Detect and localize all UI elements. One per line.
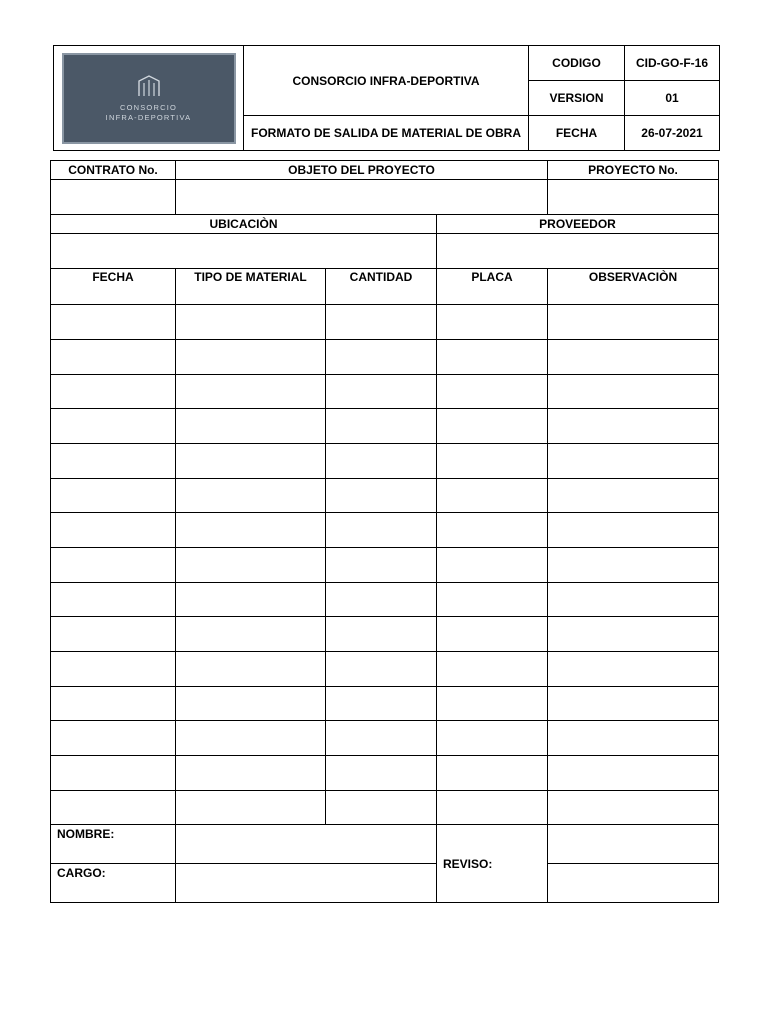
table-row	[51, 687, 719, 721]
cell-fecha[interactable]	[51, 548, 176, 583]
objeto-field[interactable]	[176, 180, 548, 215]
version-label: VERSION	[529, 81, 625, 116]
reviso-cargo-field[interactable]	[548, 864, 719, 903]
cell-observacion[interactable]	[548, 444, 719, 479]
proyecto-label: PROYECTO No.	[548, 161, 719, 180]
table-row	[51, 652, 719, 687]
cell-tipo-material[interactable]	[176, 479, 326, 513]
cell-cantidad[interactable]	[326, 721, 437, 756]
cell-cantidad[interactable]	[326, 513, 437, 548]
cell-fecha[interactable]	[51, 513, 176, 548]
ubicacion-field[interactable]	[51, 234, 437, 269]
table-row	[51, 479, 719, 513]
document-header	[53, 45, 720, 151]
table-row	[51, 756, 719, 791]
cell-placa[interactable]	[437, 409, 548, 444]
cell-tipo-material[interactable]	[176, 652, 326, 687]
cell-fecha[interactable]	[51, 617, 176, 652]
cell-cantidad[interactable]	[326, 687, 437, 721]
cell-tipo-material[interactable]	[176, 721, 326, 756]
logo-text-line1: CONSORCIO	[119, 102, 178, 112]
table-row	[51, 409, 719, 444]
cell-fecha[interactable]	[51, 340, 176, 375]
cell-cantidad[interactable]	[326, 444, 437, 479]
column-header-observacion: OBSERVACIÒN	[548, 269, 719, 305]
material-exit-form	[50, 160, 719, 903]
cell-observacion[interactable]	[548, 687, 719, 721]
cell-placa[interactable]	[437, 721, 548, 756]
codigo-value: CID-GO-F-16	[625, 46, 720, 81]
table-row	[51, 583, 719, 617]
cell-fecha[interactable]	[51, 687, 176, 721]
cargo-field[interactable]	[176, 864, 437, 903]
cell-cantidad[interactable]	[326, 479, 437, 513]
contrato-label: CONTRATO No.	[51, 161, 176, 180]
cell-cantidad[interactable]	[326, 583, 437, 617]
logo-text-line2: INFRA-DEPORTIVA	[105, 112, 192, 122]
cell-fecha[interactable]	[51, 583, 176, 617]
cell-cantidad[interactable]	[326, 756, 437, 791]
cell-observacion[interactable]	[548, 305, 719, 340]
cell-placa[interactable]	[437, 340, 548, 375]
cell-cantidad[interactable]	[326, 548, 437, 583]
cell-placa[interactable]	[437, 375, 548, 409]
cell-observacion[interactable]	[548, 513, 719, 548]
table-row	[51, 513, 719, 548]
cell-observacion[interactable]	[548, 791, 719, 825]
table-row	[51, 721, 719, 756]
fecha-value: 26-07-2021	[625, 116, 720, 151]
cell-placa[interactable]	[437, 444, 548, 479]
contrato-field[interactable]	[51, 180, 176, 215]
cell-cantidad[interactable]	[326, 652, 437, 687]
cell-placa[interactable]	[437, 513, 548, 548]
cell-tipo-material[interactable]	[176, 617, 326, 652]
column-header-fecha: FECHA	[51, 269, 176, 305]
cell-placa[interactable]	[437, 583, 548, 617]
reviso-label: REVISO:	[437, 825, 548, 903]
cell-fecha[interactable]	[51, 444, 176, 479]
cell-placa[interactable]	[437, 479, 548, 513]
building-icon	[136, 75, 162, 97]
cell-cantidad[interactable]	[326, 791, 437, 825]
cell-placa[interactable]	[437, 548, 548, 583]
reviso-field[interactable]	[548, 825, 719, 864]
cell-placa[interactable]	[437, 652, 548, 687]
logo-cell	[54, 46, 244, 151]
company-name: CONSORCIO INFRA-DEPORTIVA	[244, 46, 529, 116]
cell-observacion[interactable]	[548, 409, 719, 444]
cell-observacion[interactable]	[548, 721, 719, 756]
cell-placa[interactable]	[437, 791, 548, 825]
cell-observacion[interactable]	[548, 617, 719, 652]
cell-tipo-material[interactable]	[176, 444, 326, 479]
column-header-row	[51, 269, 719, 305]
cell-placa[interactable]	[437, 687, 548, 721]
proyecto-field[interactable]	[548, 180, 719, 215]
table-row	[51, 444, 719, 479]
nombre-field[interactable]	[176, 825, 437, 864]
version-value: 01	[625, 81, 720, 116]
cell-observacion[interactable]	[548, 548, 719, 583]
material-rows	[51, 305, 719, 825]
cell-cantidad[interactable]	[326, 305, 437, 340]
cell-tipo-material[interactable]	[176, 375, 326, 409]
proveedor-field[interactable]	[437, 234, 719, 269]
cell-fecha[interactable]	[51, 756, 176, 791]
fecha-label: FECHA	[529, 116, 625, 151]
objeto-label: OBJETO DEL PROYECTO	[176, 161, 548, 180]
cell-placa[interactable]	[437, 305, 548, 340]
cell-tipo-material[interactable]	[176, 305, 326, 340]
column-header-cantidad: CANTIDAD	[326, 269, 437, 305]
table-row	[51, 305, 719, 340]
cell-fecha[interactable]	[51, 479, 176, 513]
cell-cantidad[interactable]	[326, 375, 437, 409]
cell-tipo-material[interactable]	[176, 409, 326, 444]
nombre-label: NOMBRE:	[51, 825, 176, 864]
cell-placa[interactable]	[437, 617, 548, 652]
ubicacion-label: UBICACIÒN	[51, 215, 437, 234]
company-logo	[62, 53, 236, 144]
column-header-tipo-material: TIPO DE MATERIAL	[176, 269, 326, 305]
cell-fecha[interactable]	[51, 791, 176, 825]
table-row	[51, 791, 719, 825]
cell-tipo-material[interactable]	[176, 513, 326, 548]
cell-tipo-material[interactable]	[176, 548, 326, 583]
cell-placa[interactable]	[437, 756, 548, 791]
table-row	[51, 375, 719, 409]
table-row	[51, 340, 719, 375]
cell-observacion[interactable]	[548, 652, 719, 687]
codigo-label: CODIGO	[529, 46, 625, 81]
cell-fecha[interactable]	[51, 652, 176, 687]
cargo-label: CARGO:	[51, 864, 176, 903]
cell-fecha[interactable]	[51, 305, 176, 340]
cell-tipo-material[interactable]	[176, 687, 326, 721]
cell-tipo-material[interactable]	[176, 340, 326, 375]
table-row	[51, 617, 719, 652]
cell-fecha[interactable]	[51, 375, 176, 409]
cell-tipo-material[interactable]	[176, 756, 326, 791]
cell-observacion[interactable]	[548, 340, 719, 375]
cell-cantidad[interactable]	[326, 340, 437, 375]
cell-tipo-material[interactable]	[176, 791, 326, 825]
cell-tipo-material[interactable]	[176, 583, 326, 617]
cell-cantidad[interactable]	[326, 409, 437, 444]
form-title: FORMATO DE SALIDA DE MATERIAL DE OBRA	[244, 116, 529, 151]
cell-observacion[interactable]	[548, 756, 719, 791]
cell-fecha[interactable]	[51, 721, 176, 756]
cell-cantidad[interactable]	[326, 617, 437, 652]
proveedor-label: PROVEEDOR	[437, 215, 719, 234]
table-row	[51, 548, 719, 583]
cell-fecha[interactable]	[51, 409, 176, 444]
cell-observacion[interactable]	[548, 375, 719, 409]
cell-observacion[interactable]	[548, 479, 719, 513]
column-header-placa: PLACA	[437, 269, 548, 305]
cell-observacion[interactable]	[548, 583, 719, 617]
